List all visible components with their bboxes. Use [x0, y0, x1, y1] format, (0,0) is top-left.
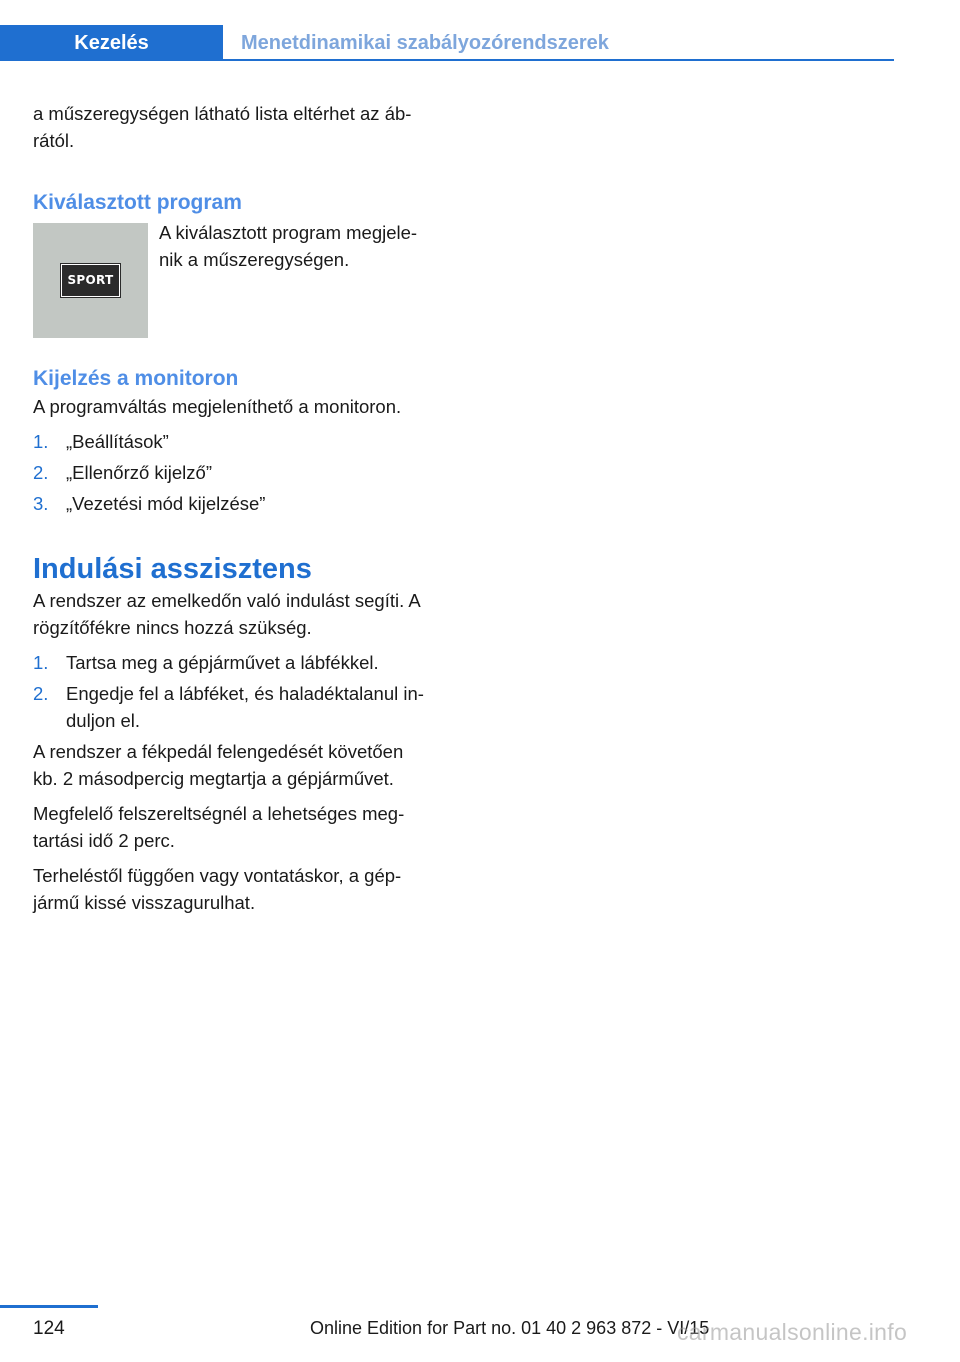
start-assist-paragraph: Terheléstől függően vagy vontatáskor, a gép‐ jármű kissé visszagurulhat. [33, 865, 402, 913]
page-content [33, 100, 453, 924]
list-item [33, 680, 453, 734]
step-text: „Ellenőrző kijelző” [66, 462, 212, 483]
step-text: „Beállítások” [66, 431, 169, 452]
start-assist-steps-list [33, 649, 453, 734]
intro-paragraph: a műszeregységen látható lista eltérhet az áb‐ rától. [33, 103, 412, 151]
sport-display-figure [33, 223, 148, 338]
section-title[interactable]: Menetdinamikai szabályozórendszerek [241, 31, 609, 54]
sport-badge: SPORT [61, 264, 119, 297]
start-assist-paragraph: Megfelelő felszereltségnél a lehetséges meg‐ tartási idő 2 perc. [33, 803, 405, 851]
start-assist-intro: A rendszer az emelkedőn való indulást segíti. A rögzítőfékre nincs hozzá szükség. [33, 590, 421, 638]
watermark: carmanualsonline.info [677, 1319, 908, 1345]
list-item [33, 459, 453, 486]
list-item [33, 649, 453, 676]
list-item [33, 428, 453, 455]
step-text: Tartsa meg a gépjárművet a lábfékkel. [66, 652, 379, 673]
header-divider [223, 59, 894, 61]
step-text: „Vezetési mód kijelzése” [66, 493, 266, 514]
selected-program-text: A kiválasztott program megjele‐ nik a műszeregységen. [159, 222, 418, 270]
step-text: Engedje fel a lábféket, és haladéktalanul in‐ duljon el. [66, 683, 424, 731]
step-number: 2. [33, 462, 49, 483]
page-number: 124 [33, 1318, 65, 1339]
step-number: 3. [33, 493, 49, 514]
monitor-display-text: A programváltás megjeleníthető a monitoron. [33, 396, 402, 417]
chapter-tab[interactable]: Kezelés [0, 25, 223, 61]
selected-program-figure-row [33, 219, 453, 338]
step-number: 1. [33, 652, 49, 673]
edition-text: Online Edition for Part no. 01 40 2 963 872 - VI/15 [310, 1318, 710, 1338]
step-number: 1. [33, 431, 49, 452]
selected-program-heading: Kiválasztott program [33, 191, 242, 214]
start-assist-heading: Indulási asszisztens [33, 553, 312, 585]
list-item [33, 490, 453, 517]
step-number: 2. [33, 683, 49, 704]
monitor-steps-list [33, 428, 453, 517]
monitor-display-heading: Kijelzés a monitoron [33, 367, 239, 390]
footer-divider [0, 1305, 98, 1308]
start-assist-paragraph: A rendszer a fékpedál felengedését követően kb. 2 másodpercig megtartja a gépjárművet. [33, 741, 404, 789]
